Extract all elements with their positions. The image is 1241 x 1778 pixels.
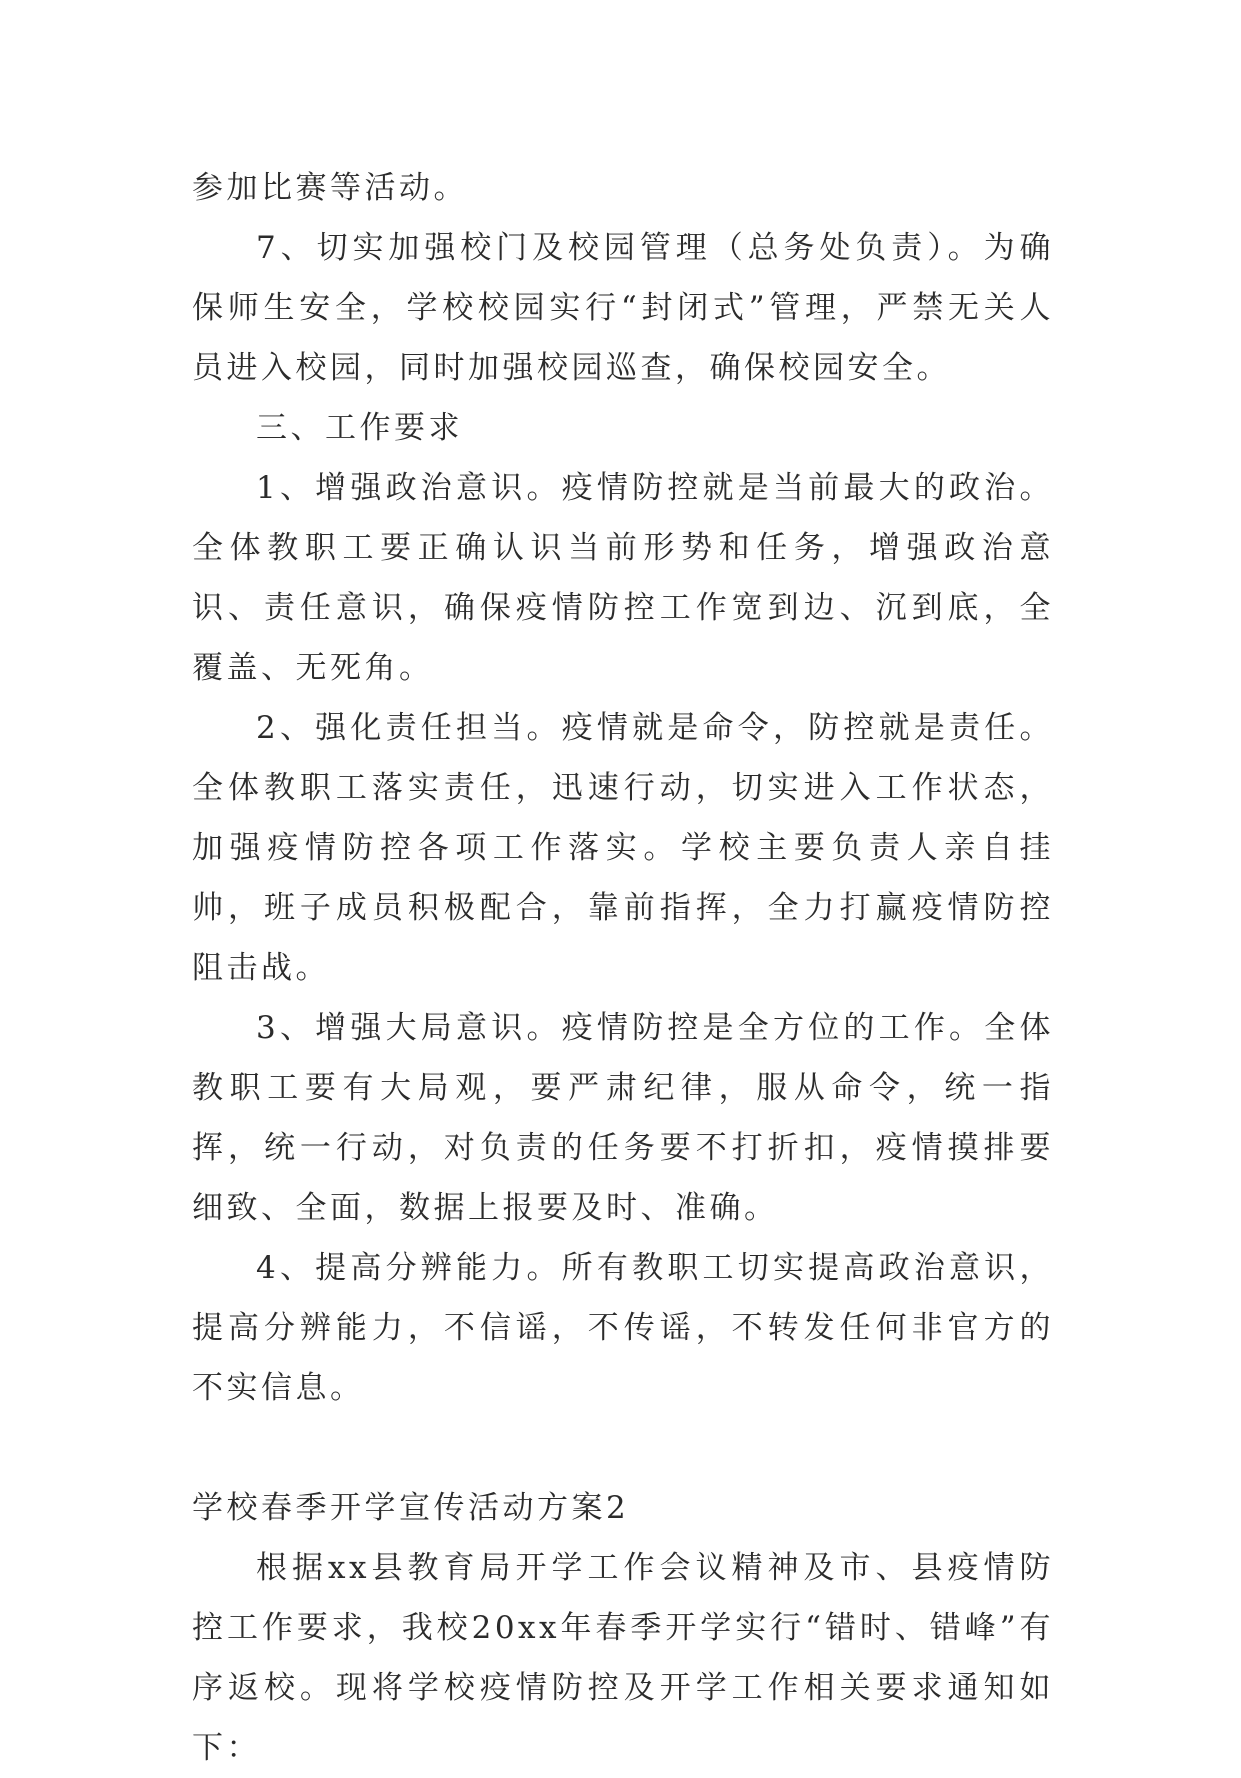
paragraph-requirement-4: 4、提高分辨能力。所有教职工切实提高政治意识，提高分辨能力，不信谣，不传谣，不转发任何非官方的不实信息。 [192, 1250, 1054, 1406]
document-title: 学校春季开学宣传活动方案2 [192, 1490, 630, 1526]
section-heading-work-requirements: 三、工作要求 [256, 410, 463, 446]
paragraph-requirement-2: 2、强化责任担当。疫情就是命令，防控就是责任。全体教职工落实责任，迅速行动，切实进入工作状态，加强疫情防控各项工作落实。学校主要负责人亲自挂帅，班子成员积极配合，靠前指挥，全力打赢疫情防控阻击战。 [192, 710, 1054, 986]
paragraph-intro: 根据xx县教育局开学工作会议精神及市、县疫情防控工作要求，我校20xx年春季开学实行“错时、错峰”有序返校。现将学校疫情防控及开学工作相关要求通知如下： [192, 1550, 1054, 1766]
blank-line [192, 1418, 1054, 1478]
paragraph-item-7: 7、切实加强校门及校园管理（总务处负责）。为确保师生安全，学校校园实行“封闭式”管理，严禁无关人员进入校园，同时加强校园巡查，确保校园安全。 [192, 230, 1054, 386]
document-page [192, 158, 1054, 1778]
paragraph-requirement-3: 3、增强大局意识。疫情防控是全方位的工作。全体教职工要有大局观，要严肃纪律，服从命令，统一指挥，统一行动，对负责的任务要不打折扣，疫情摸排要细致、全面，数据上报要及时、准确。 [192, 1010, 1054, 1226]
paragraph-requirement-1: 1、增强政治意识。疫情防控就是当前最大的政治。全体教职工要正确认识当前形势和任务，增强政治意识、责任意识，确保疫情防控工作宽到边、沉到底，全覆盖、无死角。 [192, 470, 1054, 686]
paragraph-continuation: 参加比赛等活动。 [192, 170, 468, 206]
